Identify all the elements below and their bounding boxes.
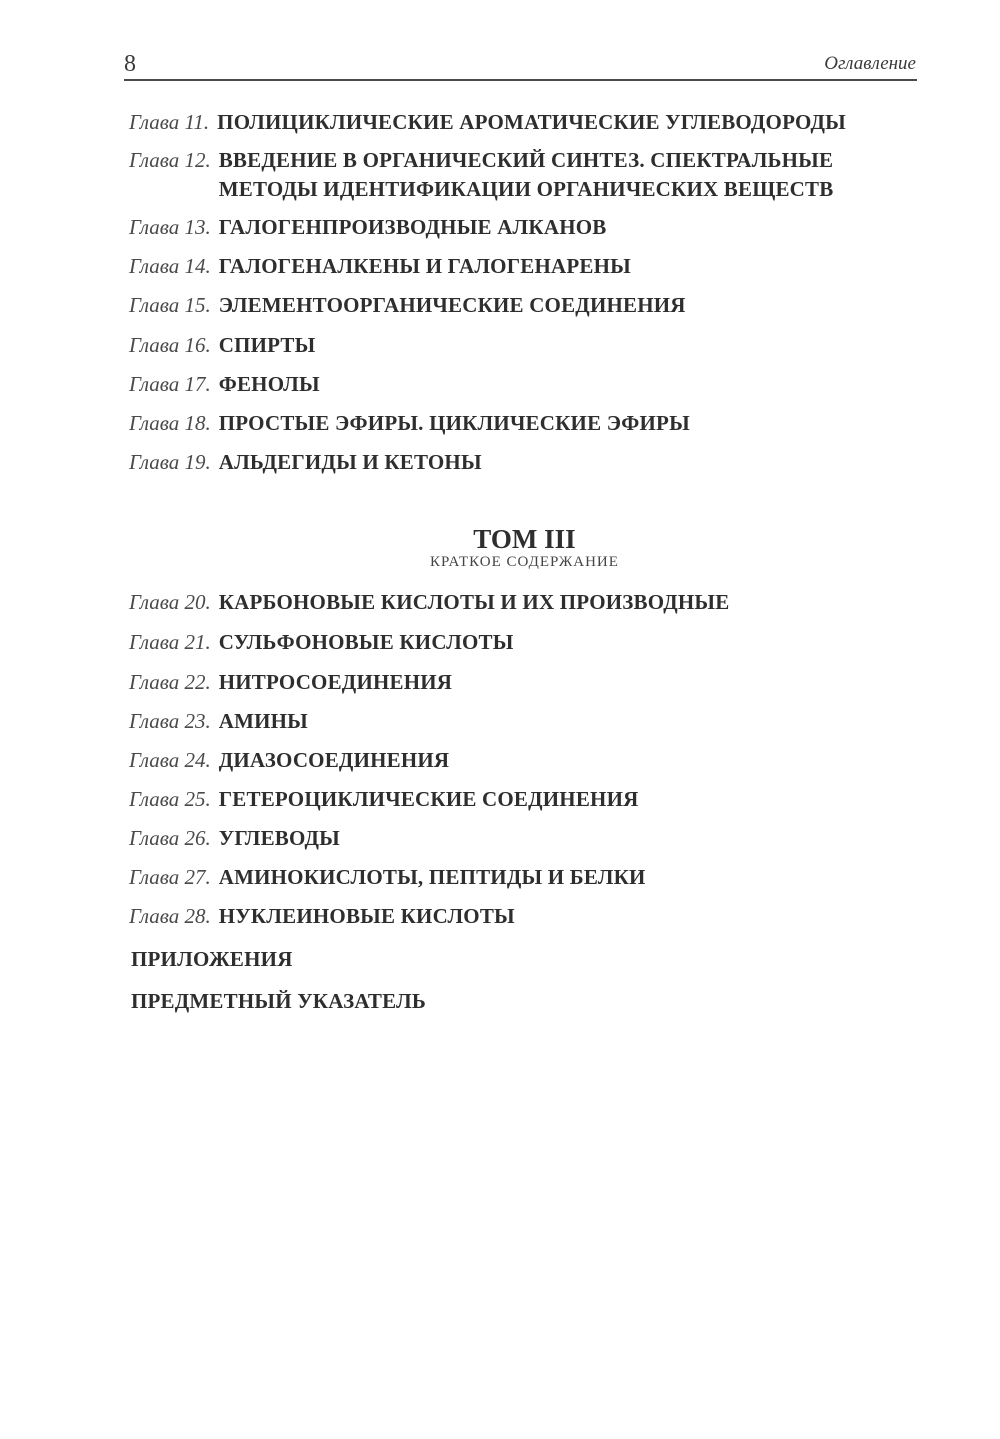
chapter-number: Глава 19. [129, 450, 211, 474]
chapter-title: ГАЛОГЕНПРОИЗВОДНЫЕ АЛКАНОВ [218, 215, 607, 239]
chapter-number: Глава 18. [129, 411, 211, 435]
chapter-title-line2: МЕТОДЫ ИДЕНТИФИКАЦИИ ОРГАНИЧЕСКИХ ВЕЩЕСТВ [218, 177, 834, 201]
toc-entry-chapter-26[interactable] [129, 824, 929, 853]
toc-entry-chapter-18[interactable] [129, 409, 929, 438]
chapter-number: Глава 25. [129, 787, 211, 811]
chapter-number: Глава 13. [129, 215, 211, 239]
toc-entry-chapter-13[interactable] [129, 213, 929, 242]
toc-entry-chapter-12[interactable] [129, 146, 929, 204]
toc-entry-chapter-15[interactable] [129, 291, 929, 320]
chapter-title: КАРБОНОВЫЕ КИСЛОТЫ И ИХ ПРОИЗВОДНЫЕ [218, 590, 730, 614]
chapter-title: ВВЕДЕНИЕ В ОРГАНИЧЕСКИЙ СИНТЕЗ. СПЕКТРАЛЬНЫЕ [218, 148, 834, 172]
chapter-number: Глава 16. [129, 333, 211, 357]
chapter-title: НУКЛЕИНОВЫЕ КИСЛОТЫ [218, 904, 515, 928]
toc-entry-chapter-14[interactable] [129, 252, 929, 281]
chapter-number: Глава 21. [129, 630, 211, 654]
chapter-title: ФЕНОЛЫ [218, 372, 320, 396]
running-title: Оглавление [824, 53, 916, 74]
chapter-number: Глава 22. [129, 670, 211, 694]
header-rule [124, 79, 917, 81]
chapter-title: СУЛЬФОНОВЫЕ КИСЛОТЫ [218, 630, 514, 654]
chapter-number: Глава 17. [129, 372, 211, 396]
toc-entry-chapter-16[interactable] [129, 331, 929, 360]
toc-entry-chapter-27[interactable] [129, 863, 929, 892]
toc-entry-chapter-28[interactable] [129, 902, 929, 931]
chapter-number: Глава 20. [129, 590, 211, 614]
toc-entry-chapter-23[interactable] [129, 707, 929, 736]
chapter-number: Глава 28. [129, 904, 211, 928]
toc-entry-chapter-11[interactable] [129, 108, 929, 137]
toc-entry-appendices[interactable]: ПРИЛОЖЕНИЯ [131, 947, 293, 971]
chapter-number: Глава 24. [129, 748, 211, 772]
chapter-title: ПОЛИЦИКЛИЧЕСКИЕ АРОМАТИЧЕСКИЕ УГЛЕВОДОРОДЫ [217, 110, 846, 134]
chapter-title-block [219, 146, 834, 204]
chapter-title: ЭЛЕМЕНТООРГАНИЧЕСКИЕ СОЕДИНЕНИЯ [218, 293, 686, 317]
toc-entry-chapter-20[interactable] [129, 588, 929, 617]
chapter-title: АМИНОКИСЛОТЫ, ПЕПТИДЫ И БЕЛКИ [218, 865, 646, 889]
chapter-number: Глава 23. [129, 709, 211, 733]
chapter-title: ДИАЗОСОЕДИНЕНИЯ [218, 748, 450, 772]
toc-entry-chapter-22[interactable] [129, 668, 929, 697]
chapter-number: Глава 12. [129, 148, 211, 172]
chapter-number: Глава 27. [129, 865, 211, 889]
volume-title: ТОМ III [473, 524, 576, 554]
toc-entry-chapter-24[interactable] [129, 746, 929, 775]
chapter-number: Глава 26. [129, 826, 211, 850]
toc-entry-chapter-21[interactable] [129, 628, 929, 657]
toc-entry-chapter-25[interactable] [129, 785, 929, 814]
chapter-title: НИТРОСОЕДИНЕНИЯ [218, 670, 453, 694]
chapter-title: ПРОСТЫЕ ЭФИРЫ. ЦИКЛИЧЕСКИЕ ЭФИРЫ [218, 411, 690, 435]
volume-subtitle: КРАТКОЕ СОДЕРЖАНИЕ [430, 554, 619, 570]
toc-entry-chapter-19[interactable] [129, 448, 929, 477]
toc-entry-subject-index[interactable]: ПРЕДМЕТНЫЙ УКАЗАТЕЛЬ [131, 989, 426, 1013]
chapter-title: ГЕТЕРОЦИКЛИЧЕСКИЕ СОЕДИНЕНИЯ [218, 787, 639, 811]
page-number: 8 [124, 51, 136, 77]
chapter-number: Глава 11. [129, 110, 210, 134]
chapter-number: Глава 15. [129, 293, 211, 317]
chapter-title: АМИНЫ [218, 709, 308, 733]
toc-entry-chapter-17[interactable] [129, 370, 929, 399]
chapter-title: ГАЛОГЕНАЛКЕНЫ И ГАЛОГЕНАРЕНЫ [218, 254, 631, 278]
chapter-title: АЛЬДЕГИДЫ И КЕТОНЫ [218, 450, 482, 474]
chapter-number: Глава 14. [129, 254, 211, 278]
chapter-title: СПИРТЫ [218, 333, 316, 357]
chapter-title: УГЛЕВОДЫ [218, 826, 340, 850]
